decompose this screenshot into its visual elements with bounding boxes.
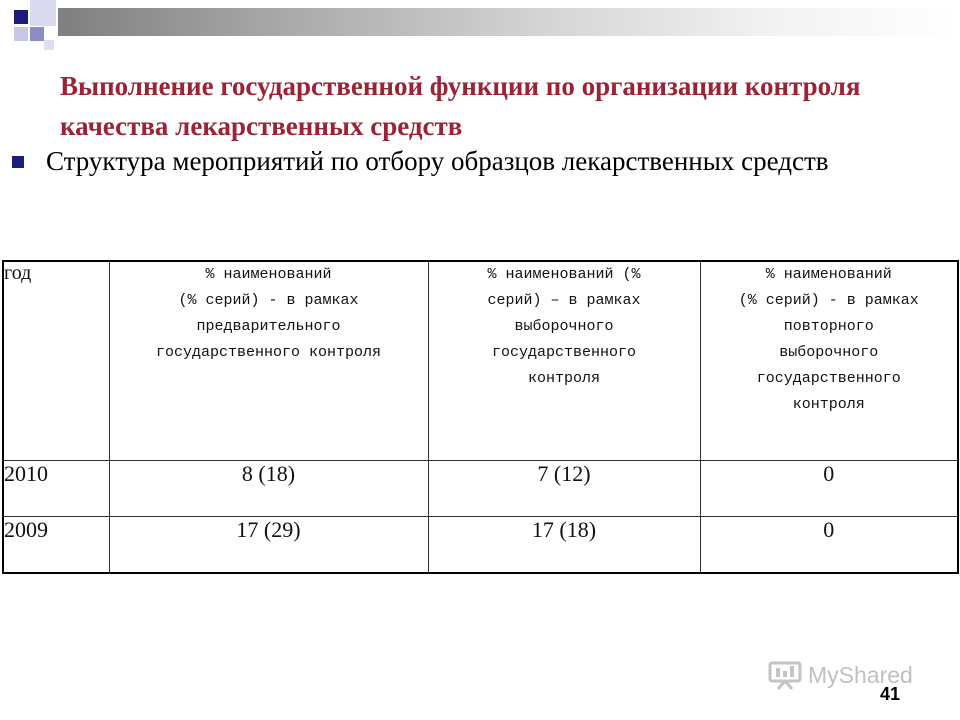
decor-square: [30, 27, 44, 41]
header-line: предварительного: [196, 318, 341, 335]
decor-square: [30, 0, 56, 26]
decor-square: [14, 10, 28, 24]
header-line: государственного: [756, 370, 901, 387]
watermark-text: MyShared: [808, 661, 913, 688]
cell-preliminary: 8 (18): [109, 461, 428, 517]
decor-square: [14, 27, 28, 41]
data-table: [2, 260, 959, 574]
cell-year: 2010: [3, 461, 109, 517]
header-line: государственного: [491, 344, 637, 361]
cell-preliminary: 17 (29): [109, 517, 428, 574]
header-gradient-bar: [58, 8, 960, 36]
cell-year: 2009: [3, 517, 109, 574]
cell-selective: 7 (12): [428, 461, 700, 517]
header-repeat-selective-control: [700, 261, 958, 461]
page-number: 41: [880, 684, 901, 704]
header-selective-control: [428, 261, 700, 461]
header-line: контроля: [792, 396, 865, 413]
header-line: (% серий) - в рамках: [738, 292, 919, 309]
header-line: % наименований (%: [487, 266, 641, 283]
table-row: [3, 461, 958, 517]
header-line: выборочного: [514, 318, 614, 335]
header-line: серий) – в рамках: [487, 292, 641, 309]
header-preliminary-control: [109, 261, 428, 461]
table-row: [3, 517, 958, 574]
header-line: выборочного: [779, 344, 879, 361]
header-line: повторного: [783, 318, 874, 335]
cell-repeat-selective: 0: [700, 461, 958, 517]
slide-subtitle: Структура мероприятий по отбору образцов лекарственных средств: [46, 146, 829, 176]
header-line: государственного контроля: [155, 344, 382, 361]
header-line: (% серий) - в рамках: [178, 292, 359, 309]
cell-selective: 17 (18): [428, 517, 700, 574]
presentation-board-icon: [768, 660, 802, 690]
cell-repeat-selective: 0: [700, 517, 958, 574]
header-year: год: [3, 261, 109, 461]
header-line: % наименований: [765, 266, 892, 283]
header-line: % наименований: [205, 266, 332, 283]
bullet-square-icon: [12, 156, 24, 168]
table-header-row: [3, 261, 958, 461]
slide-title: Выполнение государственной функции по организации контроля качества лекарственных средств: [60, 71, 861, 141]
decor-square: [44, 40, 54, 50]
header-line: контроля: [527, 370, 600, 387]
